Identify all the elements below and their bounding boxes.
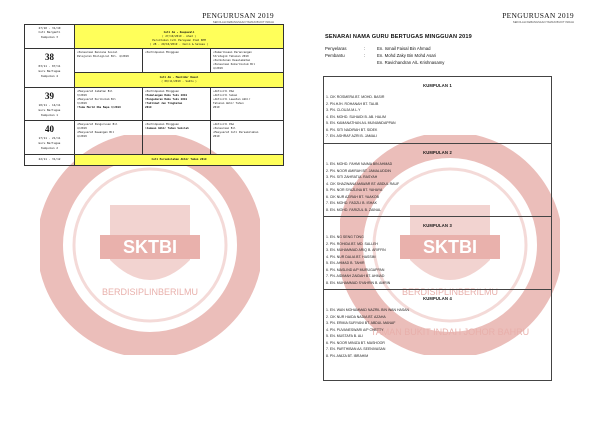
colon: :: [364, 46, 366, 51]
activity-cell: [75, 88, 143, 121]
assistant-row: [325, 53, 436, 58]
activity-item: • Pensaraan Rencana Sosial: [77, 51, 140, 54]
group-title: KUMPULAN 2: [423, 150, 452, 155]
header-subtitle: SEKOLAH KEBANGSAAN TAMAN BUKIT INDAH: [512, 21, 574, 24]
activity-item: • Taklimat Jun Tingkatan: [145, 102, 208, 105]
duty-groups-box: [323, 76, 552, 381]
assistant-name: En. Ravichandran A/L Krishnasamy: [377, 60, 445, 65]
schedule-row-week-38: [25, 49, 284, 73]
activity-item: • Perhimpunan Mingguan: [145, 123, 208, 126]
group-divider: [324, 216, 551, 217]
activity-item: • Aktiviti Lawatan Akhir: [213, 98, 281, 101]
week-cell: [25, 88, 75, 121]
activity-item: • Aktiviti PAA: [213, 90, 281, 93]
activity-item: 4/2019: [77, 133, 87, 138]
activity-item: • Mesyuarat Cuti Persekolahan: [213, 131, 281, 134]
week-group: Kumpulan 4: [41, 74, 58, 79]
schedule-row-year-end: [25, 154, 284, 165]
group-member: 1. CIK ROSMERA BT. MOHD. BASIR: [326, 95, 385, 99]
group-member: 5. EN. AHMAD B. TAHIR: [326, 261, 365, 265]
assistant-name: En. Mohd Zaky Bin Mohd Asari: [377, 53, 436, 58]
holiday-cell: [75, 154, 284, 165]
holiday-line: ( 28 - 29/10/2019 - Isnin & Selasa ): [149, 41, 209, 46]
page-header-left: [202, 11, 274, 24]
holiday-line: ( 09/11/2019 - Sabtu ): [161, 79, 197, 84]
header-title: PENGURUSAN 2019: [202, 11, 274, 20]
activity-cell: [211, 88, 284, 121]
group-member: 2. PN.HJH. ROHANAH BT. TALIB: [326, 101, 379, 106]
week-cell: [25, 25, 75, 49]
activity-item: • Permohonan Keselamatan: [213, 59, 281, 62]
group-member: 8. PN. ANIZA BT. IBRAHIM: [326, 353, 369, 358]
watermark-banner: SKTBI: [123, 237, 177, 257]
group-member: 1. EN. MOHD. FAHMI NAIMA BIN AHMAD: [326, 162, 393, 166]
activity-item: 4/2019: [213, 65, 223, 70]
activity-item: • Perhimpunan Mingguan: [145, 51, 208, 54]
coordinator-name: En. Ismail Faisal Bin Ahmad: [377, 46, 431, 51]
group-member: 5. EN. MUSTAFA B. ALI: [326, 334, 364, 338]
activity-cell: [75, 49, 143, 73]
activity-cell: [211, 121, 284, 154]
activity-item: • Aktiviti PAA: [213, 123, 281, 126]
assistant-label: Pembantu: [325, 53, 345, 58]
activity-item: • Perhimpunan Mingguan: [145, 90, 208, 93]
activity-item: Strategik Tahunan 2019: [213, 53, 249, 58]
watermark-motto-left: BERDISIPLIN: [102, 287, 159, 297]
group-member: 7. EN. MOHD. FADZLI B. ISHAK: [326, 201, 377, 205]
group-member: 7. PN. AIDIMAH ZAIDAH BT. AHMAD: [326, 274, 385, 278]
watermark-motto-right: BERILMU: [458, 287, 499, 297]
activity-cell: [75, 121, 143, 154]
week-dates: 22/11 - 31/12: [38, 157, 61, 162]
week-group: Kumpulan 3: [41, 35, 58, 40]
activity-item: • Pengedaran Buku Teks 2019: [145, 98, 208, 101]
activity-item: • Pensaraan Kokurikulum Bil: [213, 63, 281, 66]
group-divider: [324, 289, 551, 290]
watermark-arc-text: TAMAN BUKIT INDAH JOHOR BAHRU: [370, 327, 530, 337]
school-crest-watermark: [40, 135, 260, 355]
week-dates: 03/11 - 07/11: [38, 64, 61, 69]
holiday-line: Cuti Persekolahan Akhir Tahun 2019: [151, 156, 207, 161]
week-cell: [25, 121, 75, 154]
week-dates: 10/11 - 14/11: [38, 102, 61, 107]
activity-item: • Pemeriksaan Perancangan: [213, 51, 281, 54]
watermark-banner: SKTBI: [423, 237, 477, 257]
holiday-line: Peruntukan Cuti Perayaan Oleh KPM: [152, 37, 206, 42]
holiday-line: Cuti Am - Deepavali: [163, 30, 195, 34]
group-member: 5. PN. NOR SYAZLINA BT. YAHAYA: [326, 188, 383, 192]
week-number: 39: [45, 90, 54, 101]
group-member: 2. CIK NUR HAIDA NADIA BT. AZAHA: [326, 314, 386, 319]
activity-schedule-table: [24, 24, 284, 166]
week-number: 40: [45, 123, 54, 134]
group-member: 4. PN. NUR DALIA BT. HASSIM: [326, 254, 376, 259]
activity-item: 4/2019: [77, 125, 87, 130]
week-term-label: Guru Bertugas: [38, 107, 61, 112]
activity-item: 3/2019: [77, 92, 87, 97]
week-term-label: Guru Bertugas: [38, 69, 61, 74]
coordinator-row: [325, 46, 431, 51]
schedule-row-week-40: [25, 121, 284, 154]
week-number: 38: [45, 51, 54, 62]
activity-cell: [143, 121, 211, 154]
holiday-cell: [75, 73, 284, 88]
activity-item: • Mesyuarat Kewangan Bil: [77, 131, 140, 134]
activity-item: 2019: [213, 133, 220, 138]
group-member: 3. PN. SITI ZAHRATUL RASYAH: [326, 175, 378, 179]
activity-item: • Aktiviti Sukan: [213, 94, 281, 97]
group-title: KUMPULAN 1: [423, 83, 452, 88]
group-member: 2. PN. NOOR AMIRAH BT. JAMALUDDIN: [326, 168, 391, 173]
page-header-right: [502, 11, 574, 24]
duty-list-title: SENARAI NAMA GURU BERTUGAS MINGGUAN 2019: [325, 34, 472, 40]
colon: :: [364, 53, 366, 58]
activity-item: • Mesyuarat Kurikulum Bil: [77, 98, 140, 101]
week-dates: 27/10 - 31/10: [38, 25, 61, 30]
group-member: 7. EN. ASHRAF AZRI B. JAMALI: [326, 134, 377, 138]
group-member: 6. CIK NUR AZIRAH BT. YAAKOB: [326, 194, 379, 199]
watermark-motto-right: BERILMU: [158, 287, 199, 297]
group-title: KUMPULAN 4: [423, 296, 452, 301]
activity-item: • Pemulangan Buku Teks 2019: [145, 94, 208, 97]
activity-cell: [143, 88, 211, 121]
group-member: 3. PN. ERMIA SURYANI BT. ABDUL MANAF: [326, 321, 396, 325]
holiday-line: ( 27/10/2019 - Ahad ): [162, 33, 196, 38]
group-member: 1. EN. NG SENG TONG: [326, 235, 364, 239]
group-member: 6. PN. NOOR MINIZA BT. MASHOOR: [326, 340, 385, 345]
activity-item: Tahunan Akhir Tahun: [213, 100, 244, 105]
holiday-cell: [75, 25, 284, 49]
header-title: PENGURUSAN 2019: [502, 11, 574, 20]
group-member: 3. PN. CLOUJA M.L.Y: [326, 108, 361, 112]
group-member: 1. EN. WAN MOHAMMAD NAZRIL BIN WAN HASAN: [326, 308, 410, 312]
week-cell: [25, 154, 75, 165]
activity-item: 2019: [213, 104, 220, 109]
group-member: 6. PN. SITI NADIRAH BT. SIDEK: [326, 127, 378, 132]
activity-cell: [211, 49, 284, 73]
week-term-label: Cuti Berganti: [38, 30, 61, 35]
group-member: 3. EN. MUHAMMAD ARIQ B. ARIFFIN: [326, 248, 386, 252]
activity-cell: [143, 49, 211, 73]
group-title: KUMPULAN 3: [423, 223, 452, 228]
group-member: 4. PN. PUVANESWARI A/P CHETTY: [326, 327, 384, 332]
activity-item: • Mesyuarat Jabatan Bil: [77, 90, 140, 93]
group-member: 8. EN. MOHD. FARIZUL B. ZAINAL: [326, 207, 382, 212]
week-group: Kumpulan 2: [41, 146, 58, 151]
activity-item: • Pensaraan Bil: [213, 127, 281, 130]
week-group: Kumpulan 1: [41, 112, 58, 117]
group-divider: [324, 143, 551, 144]
week-dates: 17/11 - 21/11: [38, 136, 61, 141]
group-member: 4. EN. MOHD. SUHAIDI B. AB. HALIM: [326, 114, 386, 119]
week-term-label: Guru Bertugas: [38, 141, 61, 146]
activity-item: • Temu Murid Ibu Bapa 4/2019: [77, 106, 140, 109]
schedule-row-holiday-deepavali: [25, 25, 284, 49]
group-member: 8. EN. MUHAMMAD SYAHRIN B. AMRIN: [326, 280, 391, 285]
holiday-line: Cuti Am - Maulidur Rasul: [159, 75, 199, 80]
coordinator-label: Penyelaras: [325, 46, 347, 51]
activity-item: • Jamuan Akhir Tahun Sekolah: [145, 127, 208, 130]
activity-item: Pelajaran Biological Bil. 4/2019: [77, 53, 129, 58]
assistant-row: [325, 60, 444, 65]
watermark-motto-left: BERDISIPLIN: [402, 287, 459, 297]
group-member: 7. EN. PARTHIBAN A/L SEENIVASAN: [326, 347, 386, 351]
week-cell: [25, 49, 75, 88]
group-member: 4. CIK SHAZWANA MAWAR BT. ABDUL RAUF: [326, 181, 400, 186]
activity-item: • Mesyuarat Pengurusan Bil: [77, 123, 140, 126]
header-subtitle: SEKOLAH KEBANGSAAN TAMAN BUKIT INDAH: [212, 21, 274, 24]
group-member: 2. PN. ROHIDA BT. MD. SALLEH: [326, 241, 378, 246]
group-member: 5. EN. KAMANATHAN A/L MUNIANDAPPAN: [326, 121, 396, 125]
group-member: 6. PN. MASLIND A/P MURUGAPPAN: [326, 267, 385, 272]
activity-item: 3/2019: [77, 100, 87, 105]
activity-item: 2019: [145, 104, 152, 109]
schedule-row-week-39: [25, 88, 284, 121]
